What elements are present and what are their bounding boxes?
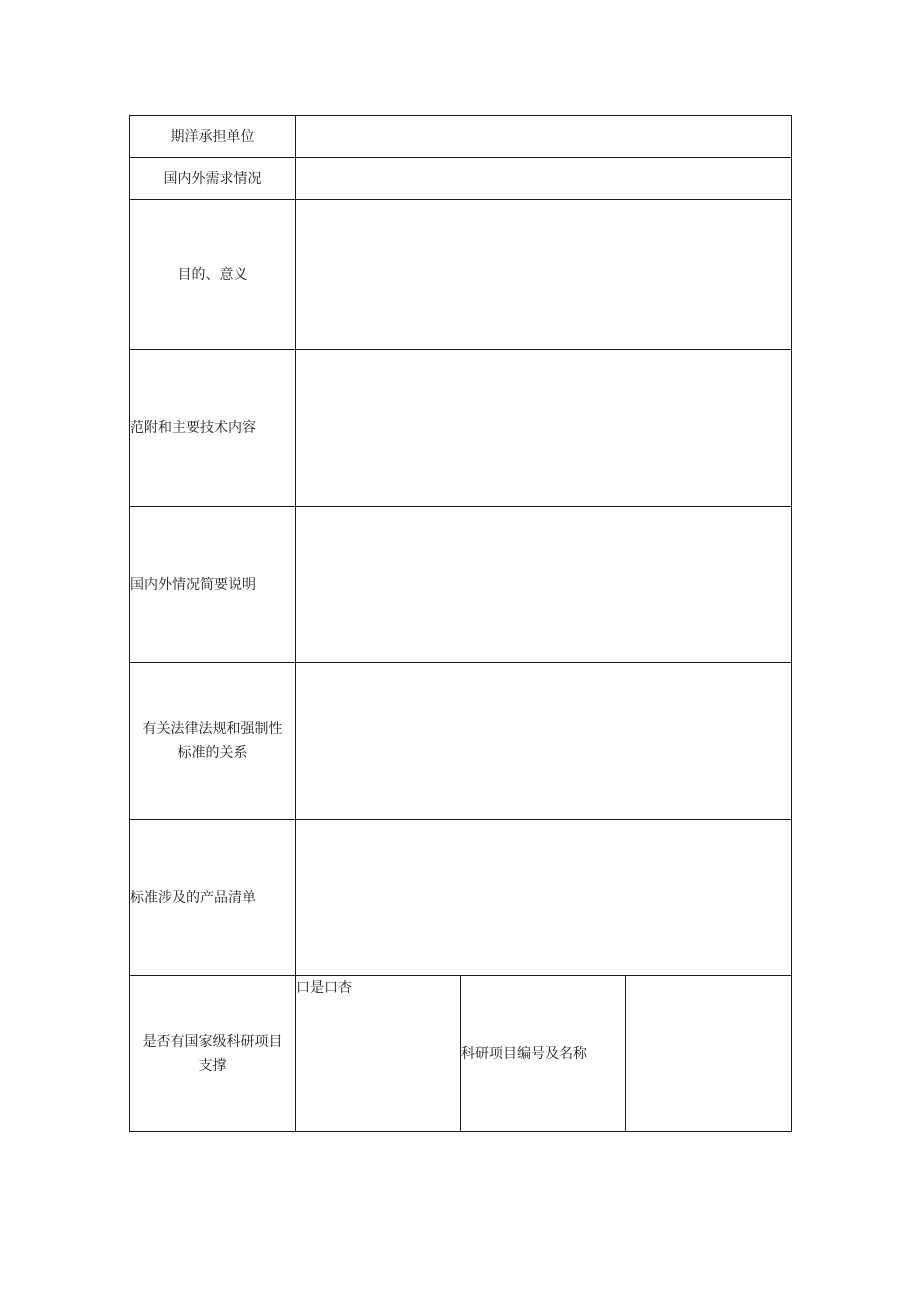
row-undertaking-unit	[130, 116, 792, 158]
laws-field[interactable]	[296, 663, 792, 820]
domestic-demand-label: 国内外需求情况	[130, 158, 296, 200]
proposal-form-table	[129, 115, 792, 1132]
laws-label-line1: 有关法律法规和强制性	[142, 721, 283, 737]
research-label-line1: 是否有国家级科研项目	[142, 1033, 283, 1050]
row-products	[130, 820, 792, 976]
situation-field[interactable]	[296, 507, 792, 663]
row-research	[130, 976, 792, 1132]
laws-label-line2: 标准的关系	[177, 745, 248, 761]
purpose-field[interactable]	[296, 200, 792, 350]
row-domestic-demand	[130, 158, 792, 200]
research-label-line2: 支撑	[198, 1057, 227, 1074]
scope-label: 范附和主要技术内容	[130, 350, 296, 507]
research-label	[130, 976, 296, 1132]
domestic-demand-field[interactable]	[296, 158, 792, 200]
purpose-label: 目的、意义	[130, 200, 296, 350]
research-number-label: 科研项目编号及名称	[461, 976, 626, 1132]
row-scope	[130, 350, 792, 507]
laws-label	[130, 663, 296, 820]
undertaking-unit-field[interactable]	[296, 116, 792, 158]
research-number-field[interactable]	[626, 976, 792, 1132]
row-situation	[130, 507, 792, 663]
products-label: 标准涉及的产品清单	[130, 820, 296, 976]
products-field[interactable]	[296, 820, 792, 976]
research-yes-no-options[interactable]: 口是口杏	[296, 976, 461, 1132]
undertaking-unit-label: 期洋承担单位	[130, 116, 296, 158]
row-purpose	[130, 200, 792, 350]
scope-field[interactable]	[296, 350, 792, 507]
row-laws	[130, 663, 792, 820]
situation-label: 国内外情况简要说明	[130, 507, 296, 663]
